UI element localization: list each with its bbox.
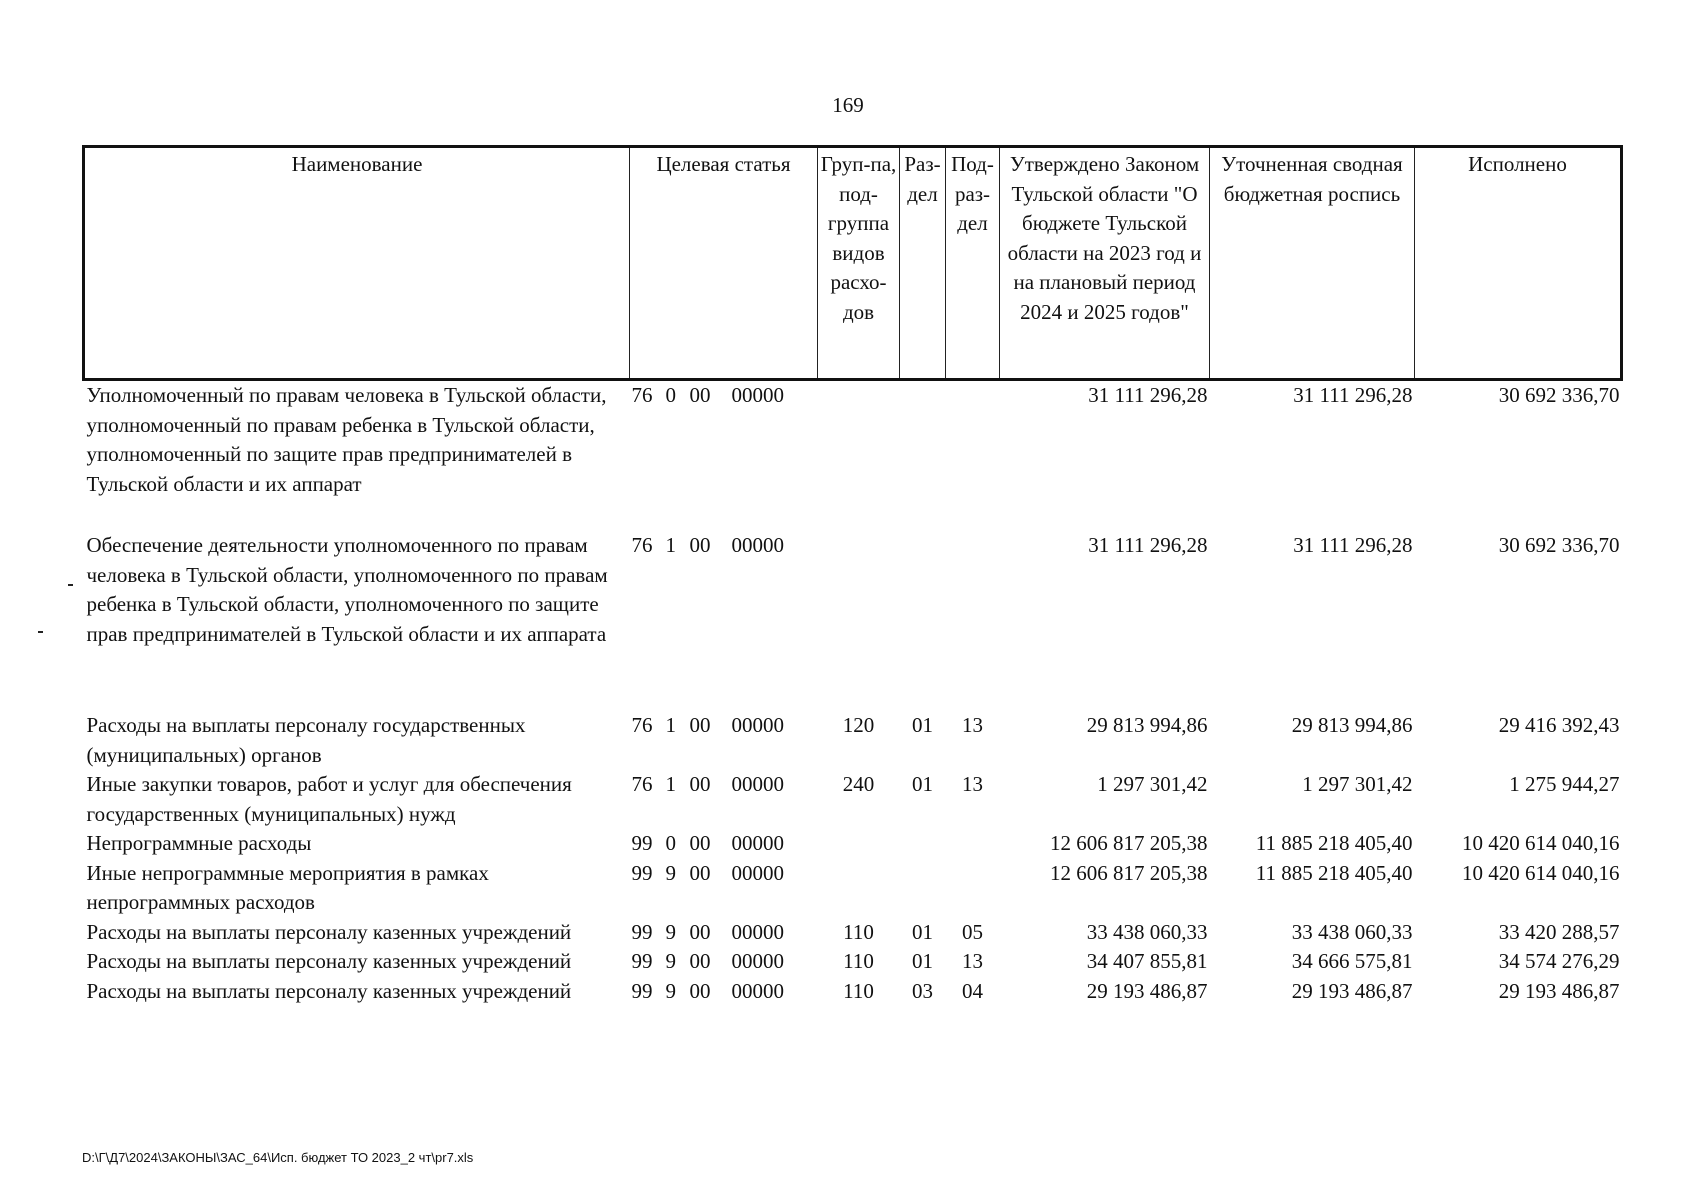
row-target-code: 99 9 00 00000	[631, 919, 784, 944]
row-approved: 12 606 817 205,38	[1050, 860, 1208, 885]
row-approved: 31 111 296,28	[1088, 383, 1208, 407]
row-target-code: 99 0 00 00000	[631, 831, 784, 855]
row-podrazdel	[946, 380, 1000, 532]
row-approved: 1 297 301,42	[1097, 772, 1208, 796]
row-razdel: 01	[912, 949, 933, 973]
table-header	[84, 147, 1622, 380]
table-row	[84, 711, 1622, 770]
row-refined: 11 885 218 405,40	[1255, 831, 1413, 855]
row-refined: 31 111 296,28	[1293, 383, 1413, 407]
page-number: 169	[832, 93, 864, 117]
row-approved: 12 606 817 205,38	[1050, 831, 1208, 855]
row-podrazdel: 13	[962, 949, 983, 973]
row-razdel	[900, 829, 946, 859]
row-razdel: 01	[912, 919, 933, 944]
row-target-code: 99 9 00 00000	[631, 949, 784, 973]
row-executed: 1 275 944,27	[1509, 772, 1620, 796]
table-row	[84, 829, 1622, 859]
header-target: Целевая статья	[630, 147, 818, 380]
row-razdel	[900, 531, 946, 711]
row-podrazdel: 05	[962, 919, 983, 944]
row-name: Иные непрограммные мероприятия в рамках непрограммных расходов	[86, 860, 489, 914]
row-razdel: 03	[912, 978, 933, 1003]
row-name: Расходы на выплаты персоналу казенных учреждений	[86, 949, 572, 973]
table-row	[84, 947, 1622, 977]
row-podrazdel: 13	[962, 772, 983, 796]
row-podrazdel	[946, 829, 1000, 859]
row-razdel	[900, 380, 946, 532]
row-group: 240	[842, 772, 875, 796]
header-executed: Исполнено	[1415, 147, 1622, 380]
header-razdel: Раз-дел	[900, 147, 946, 380]
table-row	[84, 770, 1622, 829]
row-name: Непрограммные расходы	[86, 831, 312, 855]
row-target-code: 99 9 00 00000	[631, 978, 784, 1003]
row-name: Уполномоченный по правам человека в Тульской области, уполномоченный по правам ребенка в Тульской области, уполномоченный по защите прав предпринимателей в Тульской области и их аппарат	[86, 383, 607, 496]
row-executed: 10 420 614 040,16	[1462, 831, 1620, 855]
row-razdel: 01	[912, 772, 933, 796]
budget-table	[82, 145, 1623, 1006]
row-refined: 34 666 575,81	[1291, 949, 1413, 973]
table-row	[84, 859, 1622, 918]
table-row	[84, 380, 1622, 532]
row-approved: 29 813 994,86	[1086, 713, 1208, 737]
row-target-code: 76 1 00 00000	[631, 772, 784, 796]
header-approved: Утверждено Законом Тульской области "О бюджете Тульской области на 2023 год и на плановый период 2024 и 2025 годов"	[1000, 147, 1210, 380]
row-podrazdel	[946, 859, 1000, 918]
row-group	[818, 829, 900, 859]
row-approved: 29 193 486,87	[1086, 978, 1208, 1003]
row-group	[818, 380, 900, 532]
row-name: Обеспечение деятельности уполномоченного по правам человека в Тульской области, уполномоченного по правам ребенка в Тульской области, уполномоченного по защите прав предпринимателей в Тульской области и их аппарата	[86, 533, 608, 646]
row-group: 110	[843, 978, 874, 1003]
row-approved: 31 111 296,28	[1088, 533, 1208, 557]
row-name: Расходы на выплаты персоналу казенных учреждений	[86, 978, 572, 1003]
row-refined: 29 193 486,87	[1291, 978, 1413, 1003]
row-name: Расходы на выплаты персоналу казенных учреждений	[86, 919, 572, 944]
row-name: Расходы на выплаты персоналу государственных (муниципальных) органов	[86, 713, 526, 767]
header-refined: Уточненная сводная бюджетная роспись	[1210, 147, 1415, 380]
row-podrazdel: 13	[962, 713, 983, 737]
row-name: Иные закупки товаров, работ и услуг для обеспечения государственных (муниципальных) нужд	[86, 772, 572, 826]
row-executed: 33 420 288,57	[1498, 919, 1620, 944]
table-row	[84, 977, 1622, 1007]
scan-mark	[68, 584, 73, 586]
table-row	[84, 918, 1622, 948]
row-target-code: 76 1 00 00000	[631, 713, 784, 737]
row-executed: 30 692 336,70	[1498, 533, 1620, 557]
row-refined: 31 111 296,28	[1293, 533, 1413, 557]
row-group: 110	[843, 949, 874, 973]
header-name: Наименование	[84, 147, 630, 380]
row-podrazdel	[946, 531, 1000, 711]
header-group: Груп-па, под-группа видов расхо-дов	[818, 147, 900, 380]
row-executed: 30 692 336,70	[1498, 383, 1620, 407]
row-executed: 34 574 276,29	[1498, 949, 1620, 973]
row-approved: 34 407 855,81	[1086, 949, 1208, 973]
row-executed: 29 193 486,87	[1498, 978, 1620, 1003]
row-group	[818, 859, 900, 918]
row-executed: 29 416 392,43	[1498, 713, 1620, 737]
row-target-code: 76 1 00 00000	[631, 533, 784, 557]
table-body	[84, 380, 1622, 1007]
row-refined: 11 885 218 405,40	[1255, 860, 1413, 885]
scan-mark	[38, 631, 43, 633]
row-group: 110	[843, 919, 874, 944]
row-refined: 1 297 301,42	[1302, 772, 1413, 796]
row-refined: 29 813 994,86	[1291, 713, 1413, 737]
row-razdel: 01	[912, 713, 933, 737]
row-razdel	[900, 859, 946, 918]
row-podrazdel: 04	[962, 978, 983, 1003]
header-podrazdel: Под-раз-дел	[946, 147, 1000, 380]
row-executed: 10 420 614 040,16	[1462, 860, 1620, 885]
row-approved: 33 438 060,33	[1086, 919, 1208, 944]
row-group	[818, 531, 900, 711]
row-target-code: 76 0 00 00000	[631, 383, 784, 407]
row-target-code: 99 9 00 00000	[631, 860, 784, 885]
table-row	[84, 531, 1622, 711]
row-group: 120	[842, 713, 875, 737]
row-refined: 33 438 060,33	[1291, 919, 1413, 944]
file-path-footer: D:\Г\Д7\2024\ЗАКОНЫ\ЗАС_64\Исп. бюджет ТО 2023_2 чт\pr7.xls	[82, 1150, 474, 1165]
